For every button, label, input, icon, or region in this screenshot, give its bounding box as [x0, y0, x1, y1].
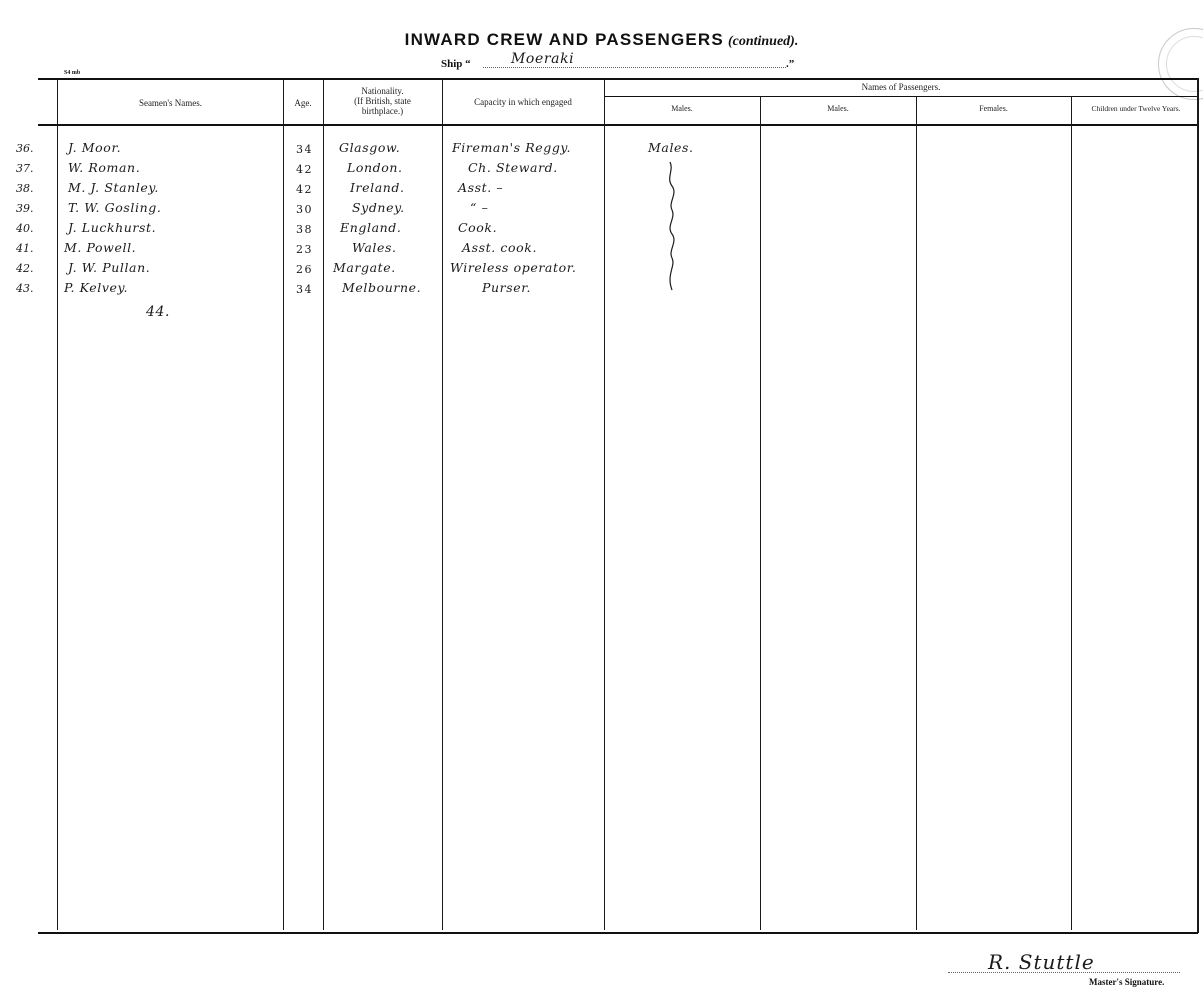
seaman-name: M. Powell.: [64, 240, 137, 255]
header-nationality-line1: Nationality.: [361, 86, 404, 96]
crew-count-annotation: 44.: [146, 304, 171, 320]
seaman-capacity: Purser.: [482, 280, 532, 295]
ship-name: Moeraki: [511, 51, 575, 67]
header-capacity: Capacity in which engaged: [474, 97, 572, 107]
table-bottom-rule: [38, 932, 1198, 934]
column-rule-left: [57, 80, 58, 930]
header-males-1: Males.: [671, 104, 693, 113]
column-rule-capacity-passengers: [604, 80, 605, 930]
ship-label: Ship “: [441, 58, 471, 70]
seaman-capacity: Cook.: [458, 220, 498, 235]
form-code: S4 mb: [64, 70, 81, 76]
header-males-2: Males.: [827, 104, 849, 113]
row-number: 38.: [16, 182, 34, 195]
seaman-age: 34: [296, 143, 313, 156]
seaman-capacity: Asst. cook.: [462, 240, 538, 255]
header-bottom-rule: [38, 124, 1198, 126]
signature-label: Master's Signature.: [1089, 977, 1165, 987]
form-title: [0, 30, 1203, 50]
header-nationality: [323, 86, 442, 116]
column-rule-name-age: [283, 80, 284, 930]
header-nationality-line2: (If British, state: [354, 96, 411, 106]
seaman-capacity: Wireless operator.: [450, 260, 577, 275]
row-number: 39.: [16, 202, 34, 215]
ditto-brace-mark: [660, 160, 684, 295]
row-number: 40.: [16, 222, 34, 235]
header-passengers-group: Names of Passengers.: [861, 82, 941, 92]
column-rule-right: [1197, 78, 1199, 933]
row-number: 43.: [16, 282, 34, 295]
column-rule-males-males: [760, 96, 761, 930]
seaman-nationality: Ireland.: [350, 180, 405, 195]
seaman-nationality: Margate.: [333, 260, 396, 275]
column-rule-females-children: [1071, 96, 1072, 930]
seaman-capacity: Ch. Steward.: [468, 160, 558, 175]
seaman-name: J. W. Pullan.: [68, 260, 151, 275]
seaman-age: 26: [296, 263, 313, 276]
seaman-name: M. J. Stanley.: [68, 180, 159, 195]
form-title-text: INWARD CREW AND PASSENGERS: [404, 30, 724, 49]
seaman-age: 23: [296, 243, 313, 256]
seaman-nationality: Sydney.: [352, 200, 405, 215]
ship-suffix: .”: [786, 58, 795, 70]
column-rule-nationality-capacity: [442, 80, 443, 930]
header-children: Children under Twelve Years.: [1091, 104, 1181, 113]
header-seamen-names: Seamen's Names.: [138, 98, 203, 108]
seaman-nationality: Wales.: [352, 240, 397, 255]
seaman-capacity: “ –: [470, 200, 489, 215]
row-number: 36.: [16, 142, 34, 155]
seaman-nationality: London.: [347, 160, 403, 175]
table-top-rule: [38, 78, 1198, 80]
ship-dotted-line: [483, 67, 786, 68]
seaman-age: 34: [296, 283, 313, 296]
column-rule-age-nationality: [323, 80, 324, 930]
seaman-age: 42: [296, 163, 313, 176]
row-number: 42.: [16, 262, 34, 275]
seaman-name: W. Roman.: [68, 160, 141, 175]
header-females: Females.: [979, 104, 1008, 113]
seaman-age: 30: [296, 203, 313, 216]
row-number: 41.: [16, 242, 34, 255]
seaman-age: 42: [296, 183, 313, 196]
header-age: Age.: [294, 98, 312, 108]
seaman-nationality: Melbourne.: [342, 280, 422, 295]
seaman-name: J. Luckhurst.: [68, 220, 157, 235]
master-signature: R. Stuttle: [988, 950, 1095, 974]
seaman-name: J. Moor.: [68, 140, 122, 155]
seaman-name: T. W. Gosling.: [68, 200, 162, 215]
row-number: 37.: [16, 162, 34, 175]
seaman-capacity: Asst. –: [458, 180, 504, 195]
seaman-nationality: Glasgow.: [339, 140, 401, 155]
column-rule-males-females: [916, 96, 917, 930]
form-title-suffix: (continued).: [727, 34, 799, 49]
seaman-capacity: Fireman's Reggy.: [452, 140, 572, 155]
passenger-males: Males.: [648, 140, 694, 155]
header-nationality-line3: birthplace.): [361, 106, 404, 116]
seaman-name: P. Kelvey.: [64, 280, 129, 295]
ship-line: [441, 51, 801, 73]
seaman-age: 38: [296, 223, 313, 236]
passengers-subheader-rule: [604, 96, 1198, 97]
seaman-nationality: England.: [340, 220, 402, 235]
